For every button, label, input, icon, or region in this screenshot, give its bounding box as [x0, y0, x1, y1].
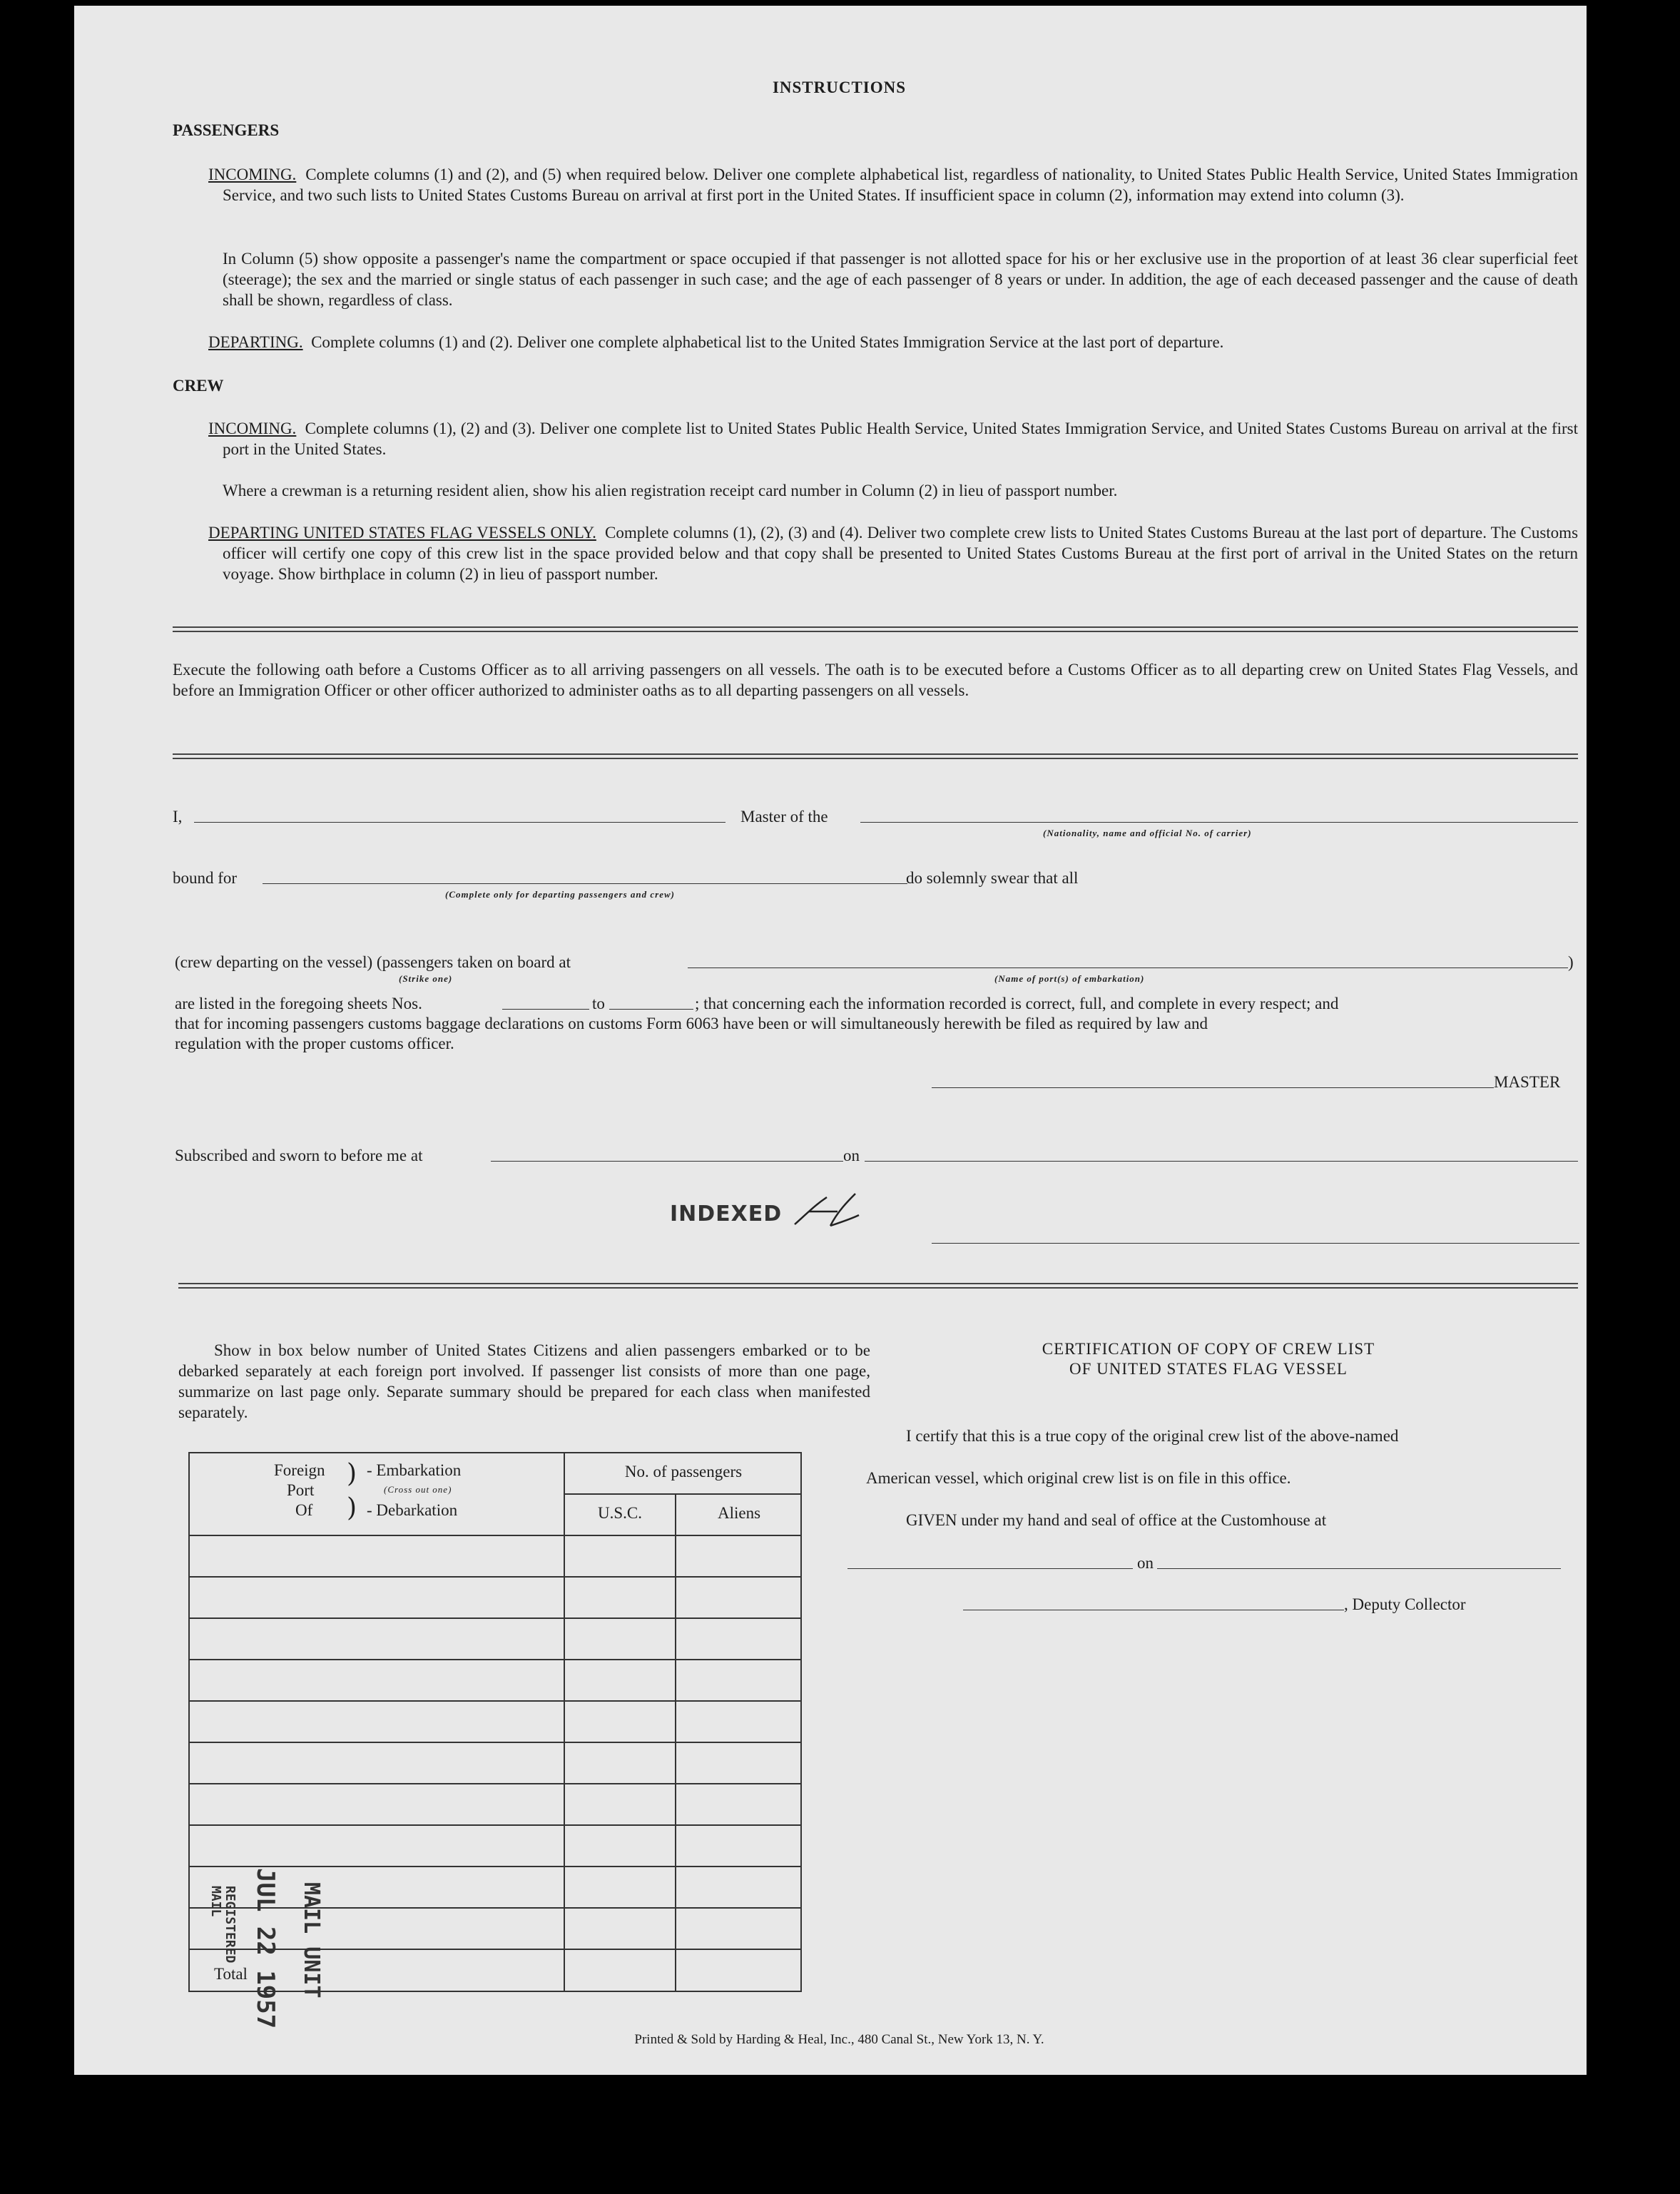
table-row[interactable]: [188, 1535, 802, 1536]
passengers-incoming-label: INCOMING.: [208, 166, 297, 183]
brace-top-icon: ): [347, 1459, 357, 1488]
date-stamp: JUL 22 1957: [251, 1868, 280, 2029]
table-row[interactable]: [188, 1949, 802, 1950]
crew-incoming-paragraph: [208, 418, 1578, 459]
certification-title-1: CERTIFICATION OF COPY OF CREW LIST: [1042, 1340, 1375, 1358]
passengers-departing-text: Complete columns (1) and (2). Deliver one complete alphabetical list to the United States Immigration Service at the last port of departure.: [311, 333, 1224, 351]
bound-for-field[interactable]: [263, 883, 907, 884]
no-passengers-header: No. of passengers: [624, 1463, 743, 1481]
summary-instructions: Show in box below number of United States Citizens and alien passengers embarked or to be debarked separately at each foreign port involved. If passenger list consists of more than one page, summarize on last page only. Separate summary should be prepared for each class when manifested separately.: [178, 1341, 870, 1421]
sworn-date-field[interactable]: [865, 1161, 1578, 1162]
form-page: [74, 6, 1587, 2075]
to-label: to: [592, 995, 605, 1012]
sheet-from-field[interactable]: [502, 1009, 589, 1010]
listed-text-3: that for incoming passengers customs baggage declarations on customs Form 6063 have been or will simultaneously herewith be filed as required by law and: [175, 1015, 1208, 1032]
column5-paragraph: In Column (5) show opposite a passenger's name the compartment or space occupied if that passenger is not allotted space for his or her exclusive use in the proportion of at least 36 clear superficial feet (steerage); the sex and the married or single status of each passenger in such case; and the age of each passenger of 8 years or under. In addition, the age of each deceased passenger and the cause of death shall be shown, regardless of class.: [223, 250, 1578, 309]
crew-resident-paragraph: Where a crewman is a returning resident alien, show his alien registration receipt card number in Column (2) in lieu of passport number.: [223, 482, 1118, 499]
swear-label: do solemnly swear that all: [906, 869, 1079, 887]
passengers-title: PASSENGERS: [173, 121, 280, 139]
certification-line-2: American vessel, which original crew list is on file in this office.: [866, 1469, 1291, 1487]
oath-intro: Execute the following oath before a Customs Officer as to all arriving passengers on all vessels. The oath is to be executed before a Customs Officer as to all departing crew on United States Flag Vessels, and before an Immigration Officer or other officer authorized to administer oaths as to all departing passengers on all vessels.: [173, 661, 1578, 699]
passenger-summary-table: [188, 1452, 802, 1992]
table-row[interactable]: [188, 1576, 802, 1578]
listed-text-2: ; that concerning each the information recorded is correct, full, and complete in every respect; and: [695, 995, 1339, 1012]
customhouse-field[interactable]: [847, 1568, 1133, 1569]
listed-sheets-label: are listed in the foregoing sheets Nos.: [175, 995, 422, 1012]
instructions-heading: INSTRUCTIONS: [772, 78, 907, 96]
officer-signature-field[interactable]: [932, 1243, 1579, 1244]
passengers-departing-label: DEPARTING.: [208, 333, 303, 351]
table-row[interactable]: [188, 1824, 802, 1826]
subscribed-label: Subscribed and sworn to before me at: [175, 1147, 423, 1164]
table-row[interactable]: [188, 1617, 802, 1619]
ports-note: (Name of port(s) of embarkation): [994, 973, 1145, 984]
master-name-field[interactable]: [194, 822, 726, 823]
passengers-incoming-text: Complete columns (1) and (2), and (5) when required below. Deliver one complete alphabetical list, regardless of nationality, to United States Public Health Service, United States Immigration Service, and two such lists to United States Customs Bureau on arrival at first port in the United States. If insufficient space in column (2), information may extend into column (3).: [223, 166, 1579, 204]
port-label: Port: [287, 1481, 315, 1499]
crew-incoming-label: INCOMING.: [208, 420, 297, 437]
embarkation-label: - Embarkation: [367, 1461, 462, 1479]
registered-mail-stamp: REGISTERED MAIL: [208, 1886, 238, 1964]
nationality-note: (Nationality, name and official No. of carrier): [1043, 828, 1252, 838]
passengers-departing-paragraph: [208, 332, 1578, 352]
oath-divider: [173, 753, 1578, 759]
section-divider: [173, 626, 1578, 632]
close-paren: ): [1568, 953, 1574, 971]
table-row[interactable]: [188, 1907, 802, 1909]
cross-out-note: (Cross out one): [384, 1484, 452, 1495]
crew-title: CREW: [173, 377, 224, 395]
master-label: MASTER: [1494, 1073, 1561, 1091]
sheet-to-field[interactable]: [609, 1009, 693, 1010]
complete-only-note: (Complete only for departing passengers and crew): [445, 889, 675, 900]
master-signature-field[interactable]: [932, 1087, 1494, 1088]
table-header-split: [564, 1493, 802, 1495]
carrier-field[interactable]: [860, 822, 1578, 823]
crew-departing-paragraph: [208, 522, 1578, 584]
oath-i-label: I,: [173, 808, 183, 826]
foreign-label: Foreign: [274, 1461, 325, 1479]
strike-one-note: (Strike one): [399, 973, 453, 984]
table-row[interactable]: [188, 1866, 802, 1867]
mail-unit-stamp: MAIL UNIT: [299, 1882, 324, 1999]
listed-text-4: regulation with the proper customs officer.: [175, 1035, 454, 1052]
master-of-label: Master of the: [740, 808, 828, 826]
crew-departing-label: DEPARTING UNITED STATES FLAG VESSELS ONLY.: [208, 524, 596, 542]
deputy-collector-label: , Deputy Collector: [1344, 1595, 1466, 1613]
table-row[interactable]: [188, 1783, 802, 1784]
debarkation-label: - Debarkation: [367, 1501, 458, 1519]
brace-bottom-icon: ): [347, 1493, 357, 1523]
sworn-on-label: on: [843, 1147, 860, 1164]
usc-header: U.S.C.: [598, 1504, 642, 1522]
certification-on-label: on: [1137, 1554, 1154, 1572]
table-divider-1: [564, 1452, 565, 1992]
table-row[interactable]: [188, 1700, 802, 1702]
bound-for-label: bound for: [173, 869, 238, 887]
initials-signature: [788, 1190, 866, 1233]
of-label: Of: [295, 1501, 313, 1519]
certification-title-2: OF UNITED STATES FLAG VESSEL: [1069, 1360, 1348, 1378]
certification-line-1: I certify that this is a true copy of the original crew list of the above-named: [906, 1427, 1399, 1445]
table-row[interactable]: [188, 1742, 802, 1743]
sworn-place-field[interactable]: [491, 1161, 843, 1162]
passengers-incoming-paragraph: [208, 164, 1578, 205]
certification-date-field[interactable]: [1157, 1568, 1561, 1569]
table-row[interactable]: [188, 1659, 802, 1660]
aliens-header: Aliens: [717, 1504, 761, 1522]
certification-line-3: GIVEN under my hand and seal of office at the Customhouse at: [906, 1511, 1327, 1529]
lower-divider: [178, 1283, 1578, 1289]
crew-departing-label: (crew departing on the vessel) (passengers taken on board at: [175, 953, 571, 971]
indexed-stamp: INDEXED: [670, 1202, 783, 1226]
printer-footer: Printed & Sold by Harding & Heal, Inc., 480 Canal St., New York 13, N. Y.: [634, 2032, 1044, 2047]
total-label: Total: [214, 1965, 248, 1983]
crew-incoming-text: Complete columns (1), (2) and (3). Deliver one complete list to United States Public Health Service, United States Immigration Service, and United States Customs Bureau on arrival at the first port in the United States.: [223, 420, 1579, 458]
crew-departing-text: Complete columns (1), (2), (3) and (4). Deliver two complete crew lists to United States Customs Bureau at the last port of departure. The Customs officer will certify one copy of this crew list in the space provided below and that copy shall be presented to United States Customs Bureau at the first port of arrival in the United States on the return voyage. Show birthplace in column (2) in lieu of passport number.: [223, 524, 1579, 583]
